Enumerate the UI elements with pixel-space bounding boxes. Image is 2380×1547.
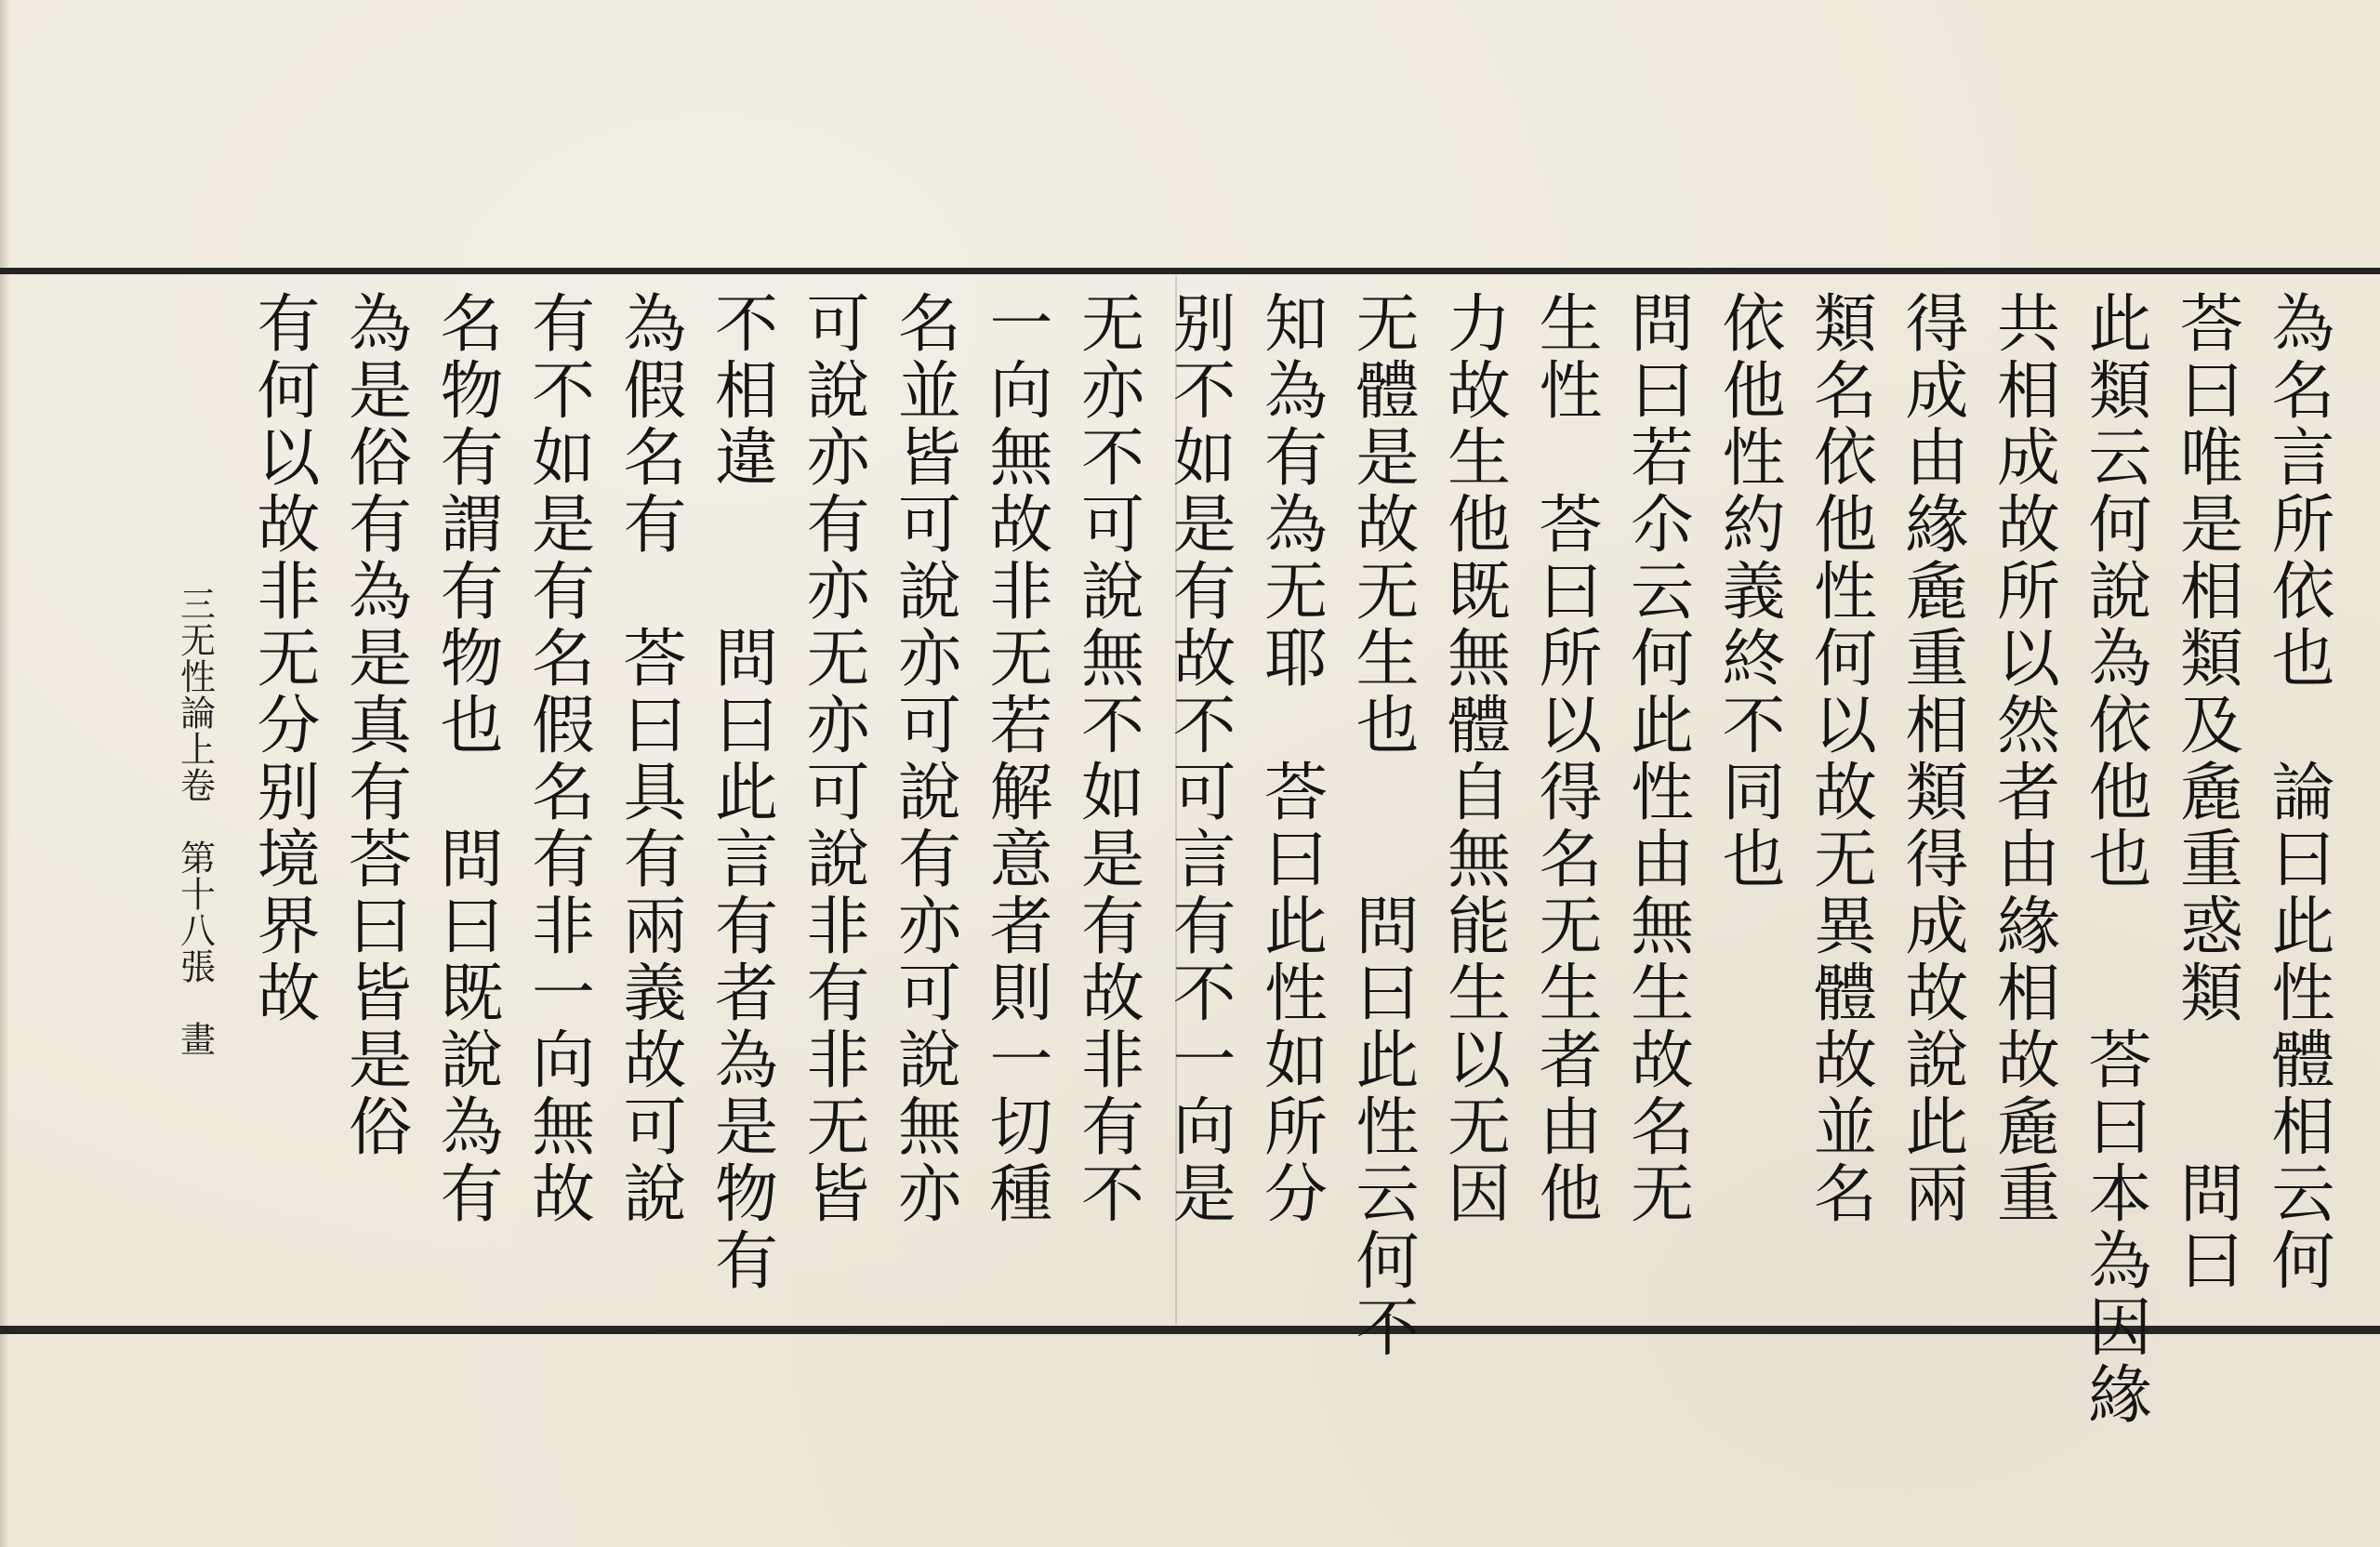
column-text: 无體是故无生也 問曰此性云何不 bbox=[1345, 290, 1419, 1361]
column-text: 類名依他性何以故无異體故並名 bbox=[1803, 290, 1877, 1227]
column-text: 不相違 問曰此言有者為是物有 bbox=[704, 290, 778, 1294]
text-column-2 bbox=[2160, 270, 2252, 1326]
column-text: 為假名有 荅曰具有兩義故可說 bbox=[613, 290, 686, 1227]
text-column-18 bbox=[694, 270, 787, 1326]
column-text: 問曰若尒云何此性由無生故名无 bbox=[1620, 290, 1694, 1227]
column-text: 无亦不可說無不如是有故非有不 bbox=[1070, 290, 1144, 1227]
text-column-7 bbox=[1702, 270, 1794, 1326]
column-text: 名並皆可說亦可說有亦可說無亦 bbox=[887, 290, 961, 1227]
text-column-19 bbox=[603, 270, 695, 1326]
text-column-5 bbox=[1885, 270, 1977, 1326]
text-column-14 bbox=[1061, 270, 1153, 1326]
column-text: 有不如是有名假名有非一向無故 bbox=[521, 290, 595, 1227]
column-text: 共相成故所以然者由緣相故麁重 bbox=[1986, 290, 2060, 1227]
text-column-3 bbox=[2069, 270, 2161, 1428]
page-edge-shadow bbox=[0, 0, 9, 1547]
text-block bbox=[74, 270, 2343, 1428]
text-column-16 bbox=[878, 270, 970, 1326]
text-column-4 bbox=[1977, 270, 2069, 1326]
column-text: 荅曰唯是相類及麁重惑類 問曰 bbox=[2169, 290, 2243, 1294]
text-column-21 bbox=[420, 270, 512, 1326]
text-column-9 bbox=[1519, 270, 1611, 1326]
text-column-10 bbox=[1427, 270, 1519, 1326]
page-footer-text: 三无性論上卷 第十八張 畫 bbox=[174, 586, 216, 1057]
text-column-13 bbox=[1153, 270, 1245, 1326]
column-text: 有何以故非无分别境界故 bbox=[246, 290, 320, 1026]
column-text: 名物有謂有物也 問曰既說為有 bbox=[430, 290, 503, 1227]
column-text: 依他性約義終不同也 bbox=[1712, 290, 1785, 892]
text-column-22 bbox=[328, 270, 420, 1326]
text-column-12 bbox=[1244, 270, 1336, 1326]
page-footer-column bbox=[153, 270, 237, 1326]
text-column-15 bbox=[970, 270, 1062, 1326]
text-column-1 bbox=[2252, 270, 2344, 1326]
column-text: 力故生他既無體自無能生以无因 bbox=[1436, 290, 1511, 1227]
text-column-6 bbox=[1793, 270, 1885, 1326]
column-text: 為是俗有為是真有荅曰皆是俗 bbox=[337, 290, 412, 1160]
column-text: 可說亦有亦无亦可說非有非无皆 bbox=[796, 290, 869, 1227]
bottom-border-rule bbox=[0, 1326, 2380, 1334]
column-text: 為名言所依也 論曰此性體相云何 bbox=[2261, 290, 2334, 1294]
text-column-23 bbox=[237, 270, 329, 1326]
column-text: 别不如是有故不可言有不一向是 bbox=[1162, 290, 1236, 1227]
column-text: 此類云何說為依他也 荅曰本為因緣 bbox=[2078, 290, 2151, 1428]
column-text: 得成由緣麁重相類得成故說此兩 bbox=[1895, 290, 1968, 1227]
text-column-11 bbox=[1336, 270, 1428, 1361]
text-column-20 bbox=[511, 270, 603, 1326]
text-column-8 bbox=[1610, 270, 1702, 1326]
column-text: 生性 荅曰所以得名无生者由他 bbox=[1528, 290, 1602, 1227]
column-text: 知為有為无耶 荅曰此性如所分 bbox=[1253, 290, 1328, 1227]
text-column-17 bbox=[787, 270, 879, 1326]
column-text: 一向無故非无若解意者則一切種 bbox=[979, 290, 1052, 1227]
